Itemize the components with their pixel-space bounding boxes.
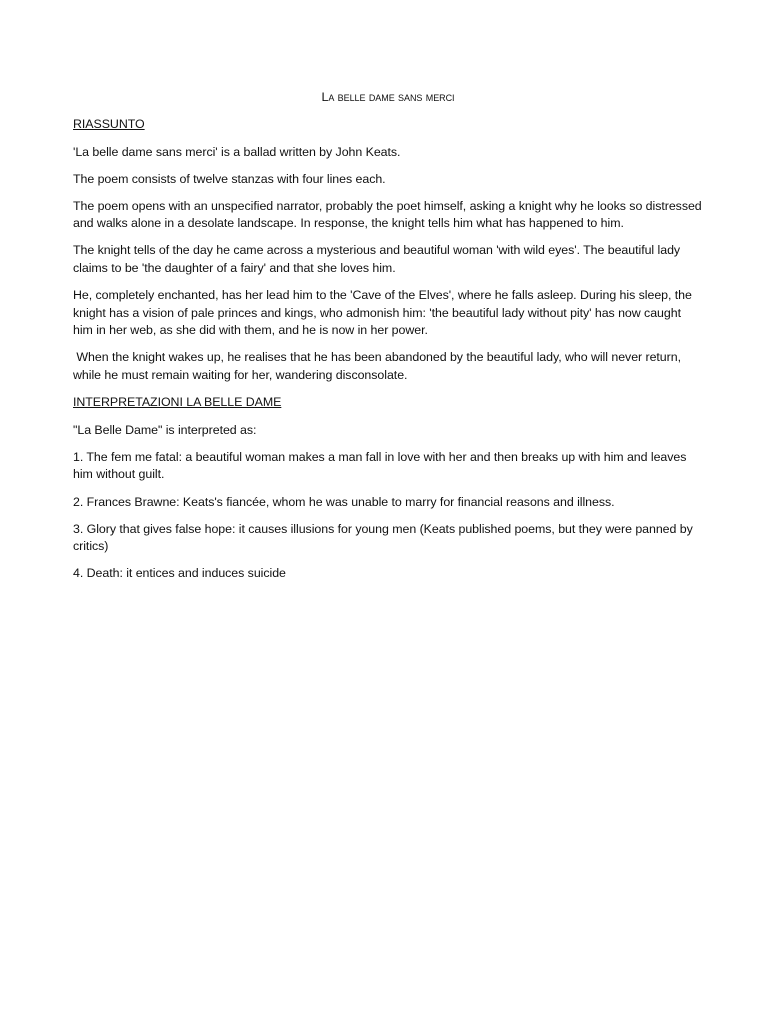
document-title: La belle dame sans merci xyxy=(321,90,455,104)
paragraph: "La Belle Dame" is interpreted as: xyxy=(73,422,257,437)
paragraph: When the knight wakes up, he realises that he has been abandoned by the beautiful lady, who will never return, while he must remain waiting for her, wandering disconsolate. xyxy=(73,350,685,383)
document-body xyxy=(73,88,703,592)
list-item: 3. Glory that gives false hope: it causes illusions for young men (Keats published poems, but they were panned by critics) xyxy=(73,521,693,554)
list-item: 1. The fem me fatal: a beautiful woman makes a man fall in love with her and then breaks up with him and leaves him without guilt. xyxy=(73,449,687,482)
paragraph: The knight tells of the day he came across a mysterious and beautiful woman 'with wild eyes'. The beautiful lady claims to be 'the daughter of a fairy' and that she loves him. xyxy=(73,243,681,276)
paragraph: He, completely enchanted, has her lead him to the 'Cave of the Elves', where he falls asleep. During his sleep, the knight has a vision of pale princes and kings, who admonish him: 'the beautiful lady without pity' has now caught him in her web, as she did with them, and he is now in her power. xyxy=(73,288,692,338)
paragraph: 'La belle dame sans merci' is a ballad written by John Keats. xyxy=(73,144,401,159)
section-heading-riassunto: RIASSUNTO xyxy=(73,117,145,131)
paragraph: The poem consists of twelve stanzas with four lines each. xyxy=(73,171,386,186)
list-item: 4. Death: it entices and induces suicide xyxy=(73,566,286,581)
list-item: 2. Frances Brawne: Keats's fiancée, whom he was unable to marry for financial reasons and illness. xyxy=(73,494,615,509)
section-heading-interpretazioni: INTERPRETAZIONI LA BELLE DAME xyxy=(73,395,282,410)
paragraph: The poem opens with an unspecified narrator, probably the poet himself, asking a knight why he looks so distressed and walks alone in a desolate landscape. In response, the knight tells him what has happened to him. xyxy=(73,198,702,231)
